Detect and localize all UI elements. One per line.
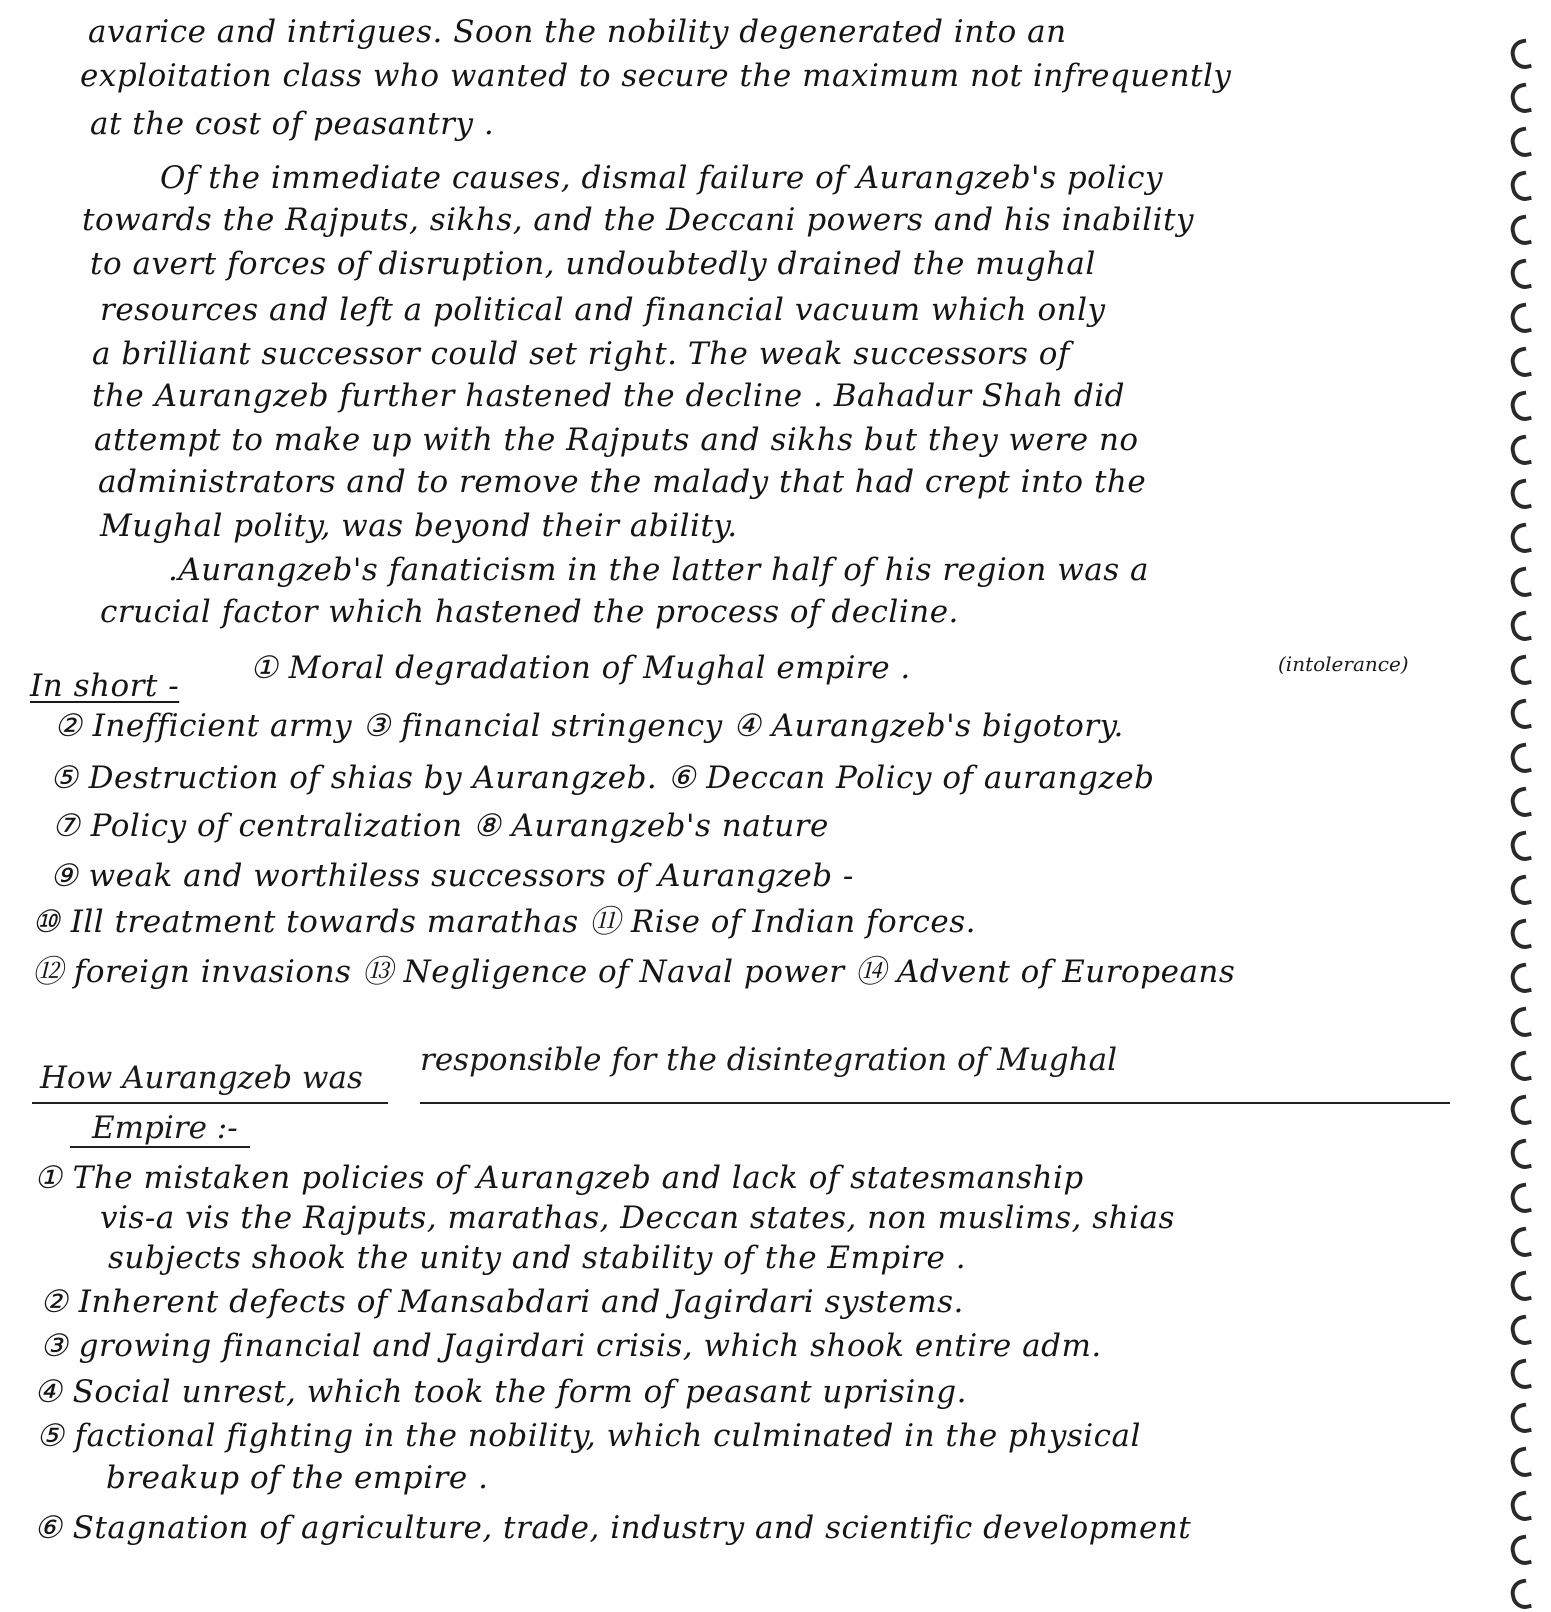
spiral-ring bbox=[1508, 1490, 1532, 1523]
spiral-ring bbox=[1508, 566, 1532, 599]
text-line: a brilliant successor could set right. The weak successors of bbox=[92, 336, 1070, 372]
spiral-ring bbox=[1508, 1050, 1532, 1083]
text-line: the Aurangzeb further hastened the decline . Bahadur Shah did bbox=[92, 378, 1126, 414]
spiral-binding bbox=[1491, 0, 1551, 1600]
text-line: towards the Rajputs, sikhs, and the Deccani powers and his inability bbox=[82, 202, 1194, 238]
spiral-ring bbox=[1508, 1446, 1532, 1479]
heading-underline bbox=[420, 1102, 1450, 1104]
list-item: ⑦ Policy of centralization ⑧ Aurangzeb's nature bbox=[52, 808, 829, 844]
text-line: .Aurangzeb's fanaticism in the latter half of his region was a bbox=[168, 552, 1150, 588]
spiral-ring bbox=[1508, 302, 1532, 335]
heading-underline bbox=[70, 1146, 250, 1148]
spiral-ring bbox=[1508, 522, 1532, 555]
list-item: ⑩ Ill treatment towards marathas ⑪ Rise of Indian forces. bbox=[32, 904, 976, 940]
list-item: ⑫ foreign invasions ⑬ Negligence of Naval power ⑭ Advent of Europeans bbox=[32, 954, 1236, 990]
spiral-ring bbox=[1508, 874, 1532, 907]
text-line: resources and left a political and financial vacuum which only bbox=[100, 292, 1106, 328]
spiral-ring bbox=[1508, 346, 1532, 379]
spiral-ring bbox=[1508, 786, 1532, 819]
spiral-ring bbox=[1508, 434, 1532, 467]
spiral-ring bbox=[1508, 170, 1532, 203]
spiral-ring bbox=[1508, 654, 1532, 687]
spiral-ring bbox=[1508, 918, 1532, 951]
list-item: ② Inherent defects of Mansabdari and Jagirdari systems. bbox=[40, 1284, 964, 1320]
list-item: ⑥ Stagnation of agriculture, trade, industry and scientific development bbox=[34, 1510, 1192, 1546]
spiral-ring bbox=[1508, 478, 1532, 511]
text-line: administrators and to remove the malady that had crept into the bbox=[98, 464, 1147, 500]
in-short-label bbox=[30, 666, 179, 706]
text-line: Mughal polity, was beyond their ability. bbox=[100, 508, 738, 544]
text-line: exploitation class who wanted to secure the maximum not infrequently bbox=[80, 58, 1232, 94]
spiral-ring bbox=[1508, 962, 1532, 995]
spiral-ring bbox=[1508, 390, 1532, 423]
section-heading-part2: responsible for the disintegration of Mughal bbox=[420, 1042, 1118, 1078]
list-item: ① The mistaken policies of Aurangzeb and lack of statesmanship bbox=[34, 1160, 1084, 1196]
spiral-ring bbox=[1508, 698, 1532, 731]
spiral-ring bbox=[1508, 1006, 1532, 1039]
section-heading-part1: How Aurangzeb was bbox=[40, 1060, 363, 1096]
spiral-ring bbox=[1508, 1226, 1532, 1259]
text-line: to avert forces of disruption, undoubtedly drained the mughal bbox=[90, 246, 1096, 282]
spiral-ring bbox=[1508, 610, 1532, 643]
spiral-ring bbox=[1508, 1182, 1532, 1215]
list-item: ⑤ factional fighting in the nobility, which culminated in the physical bbox=[36, 1418, 1141, 1454]
list-item: vis-a vis the Rajputs, marathas, Deccan states, non muslims, shias bbox=[100, 1200, 1175, 1236]
text-line: avarice and intrigues. Soon the nobility degenerated into an bbox=[88, 14, 1067, 50]
spiral-ring bbox=[1508, 126, 1532, 159]
spiral-ring bbox=[1508, 830, 1532, 863]
list-item: ② Inefficient army ③ financial stringency ④ Aurangzeb's bigotory. bbox=[54, 708, 1124, 744]
spiral-ring bbox=[1508, 1270, 1532, 1303]
spiral-ring bbox=[1508, 1358, 1532, 1391]
spiral-ring bbox=[1508, 1314, 1532, 1347]
margin-note: (intolerance) bbox=[1278, 652, 1409, 676]
list-item: breakup of the empire . bbox=[106, 1460, 489, 1496]
spiral-ring bbox=[1508, 82, 1532, 115]
spiral-ring bbox=[1508, 258, 1532, 291]
list-item: ⑤ Destruction of shias by Aurangzeb. ⑥ Deccan Policy of aurangzeb bbox=[50, 760, 1155, 796]
spiral-ring bbox=[1508, 1534, 1532, 1567]
list-item: ① Moral degradation of Mughal empire . bbox=[250, 650, 911, 686]
spiral-ring bbox=[1508, 1578, 1532, 1611]
text-line: Of the immediate causes, dismal failure of Aurangzeb's policy bbox=[160, 160, 1164, 196]
spiral-ring bbox=[1508, 214, 1532, 247]
text-line: crucial factor which hastened the process of decline. bbox=[100, 594, 959, 630]
section-heading-part3: Empire :- bbox=[92, 1110, 238, 1146]
text-line: attempt to make up with the Rajputs and sikhs but they were no bbox=[94, 422, 1139, 458]
spiral-ring bbox=[1508, 1402, 1532, 1435]
list-item: ⑨ weak and worthiless successors of Aurangzeb - bbox=[50, 858, 854, 894]
spiral-ring bbox=[1508, 1138, 1532, 1171]
list-item: ③ growing financial and Jagirdari crisis, which shook entire adm. bbox=[40, 1328, 1102, 1364]
list-item: ④ Social unrest, which took the form of peasant uprising. bbox=[34, 1374, 967, 1410]
in-short-label-text: In short - bbox=[30, 668, 180, 704]
heading-underline bbox=[32, 1102, 388, 1104]
spiral-ring bbox=[1508, 38, 1532, 71]
list-item: subjects shook the unity and stability of the Empire . bbox=[108, 1240, 967, 1276]
text-line: at the cost of peasantry . bbox=[90, 106, 495, 142]
spiral-ring bbox=[1508, 742, 1532, 775]
spiral-ring bbox=[1508, 1094, 1532, 1127]
